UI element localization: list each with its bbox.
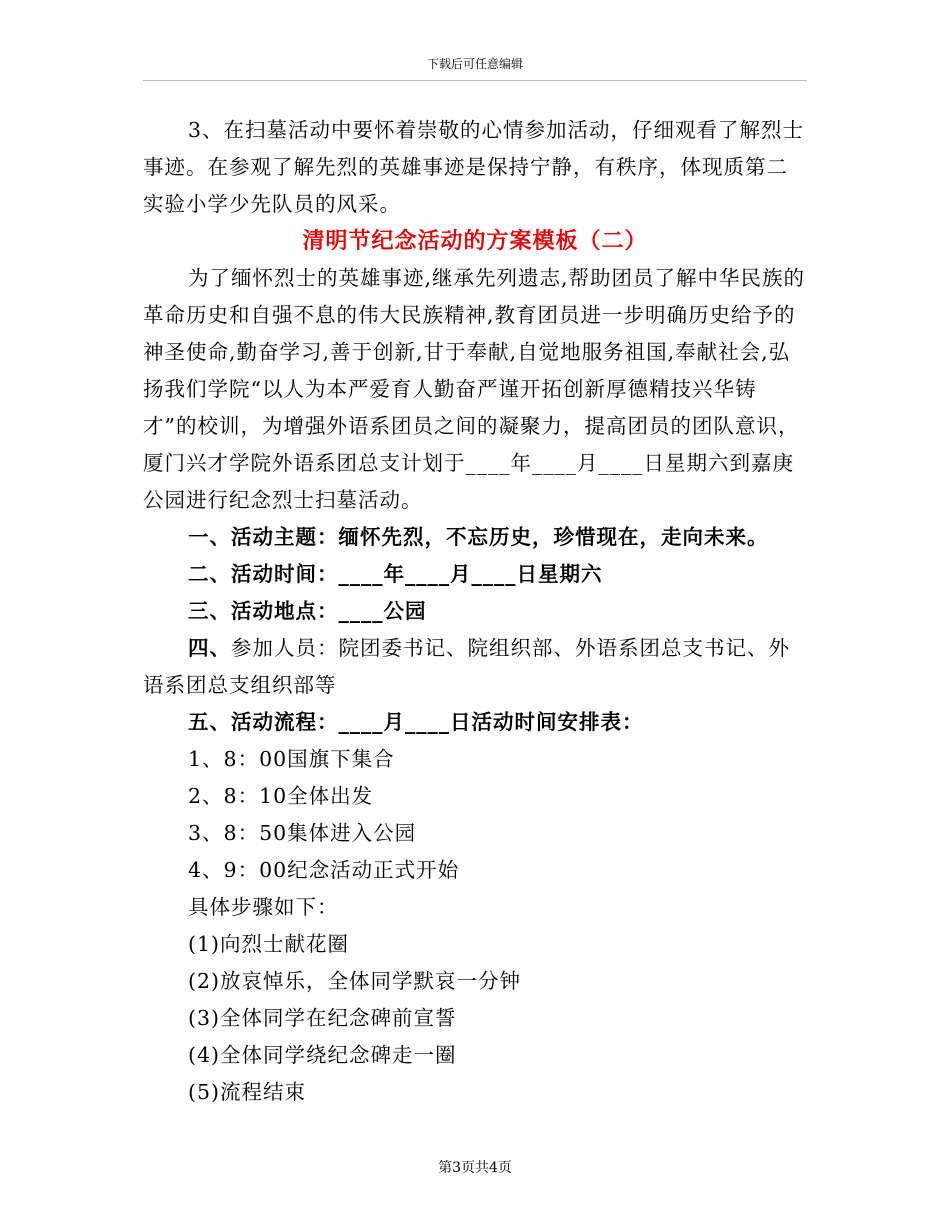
paragraph-visit-note: 3、在扫墓活动中要怀着崇敬的心情参加活动，仔细观看了解烈士事迹。在参观了解先烈的英雄事迹是保持宁静，有秩序，体现质第二实验小学少先队员的风采。 — [143, 118, 805, 216]
item-time: 二、活动时间：____年____月____日星期六 — [188, 562, 603, 586]
steps-intro: 具体步骤如下： — [188, 895, 339, 919]
page-footer: 第3页共4页 — [438, 1160, 512, 1176]
item-process: 五、活动流程：____月____日活动时间安排表： — [188, 710, 644, 734]
paragraph-introduction: 为了缅怀烈士的英雄事迹,继承先列遗志,帮助团员了解中华民族的革命历史和自强不息的伟大民族精神,教育团员进一步明确历史给予的神圣使命,勤奋学习,善于创新,甘于奉献,自觉地服务祖国,奉献社会,弘扬我们学院“以人为本严爱育人勤奋严谨开拓创新厚德精技兴华铸才”的校训，为增强外语系团员之间的凝聚力，提高团员的团队意识，厦门兴才学院外语系团总支计划于____年____月____日星期六到嘉庚公园进行纪念烈士扫墓活动。 — [143, 266, 806, 512]
step-item: (4)全体同学绕纪念碑走一圈 — [188, 1043, 457, 1067]
item-participants-label: 四、 — [188, 636, 231, 660]
schedule-item: 2、8：10全体出发 — [188, 784, 374, 808]
schedule-item: 4、9：00纪念活动正式开始 — [188, 858, 460, 882]
step-item: (3)全体同学在纪念碑前宣誓 — [188, 1006, 457, 1030]
header-divider — [143, 80, 807, 81]
step-item: (2)放哀悼乐，全体同学默哀一分钟 — [188, 969, 522, 993]
page-header: 下载后可任意编辑 — [426, 57, 523, 71]
schedule-item: 3、8：50集体进入公园 — [188, 821, 417, 845]
item-participants — [143, 630, 807, 704]
schedule-item: 1、8：00国旗下集合 — [188, 747, 395, 771]
document-body — [143, 112, 807, 1111]
item-theme: 一、活动主题：缅怀先烈，不忘历史，珍惜现在，走向未来。 — [188, 525, 769, 549]
step-item: (1)向烈士献花圈 — [188, 932, 350, 956]
item-location: 三、活动地点：____公园 — [188, 599, 427, 623]
step-item: (5)流程结束 — [188, 1080, 307, 1104]
section-title: 清明节纪念活动的方案模板（二） — [302, 228, 648, 254]
item-participants-text: 参加人员：院团委书记、院组织部、外语系团总支书记、外语系团总支组织部等 — [143, 636, 790, 697]
